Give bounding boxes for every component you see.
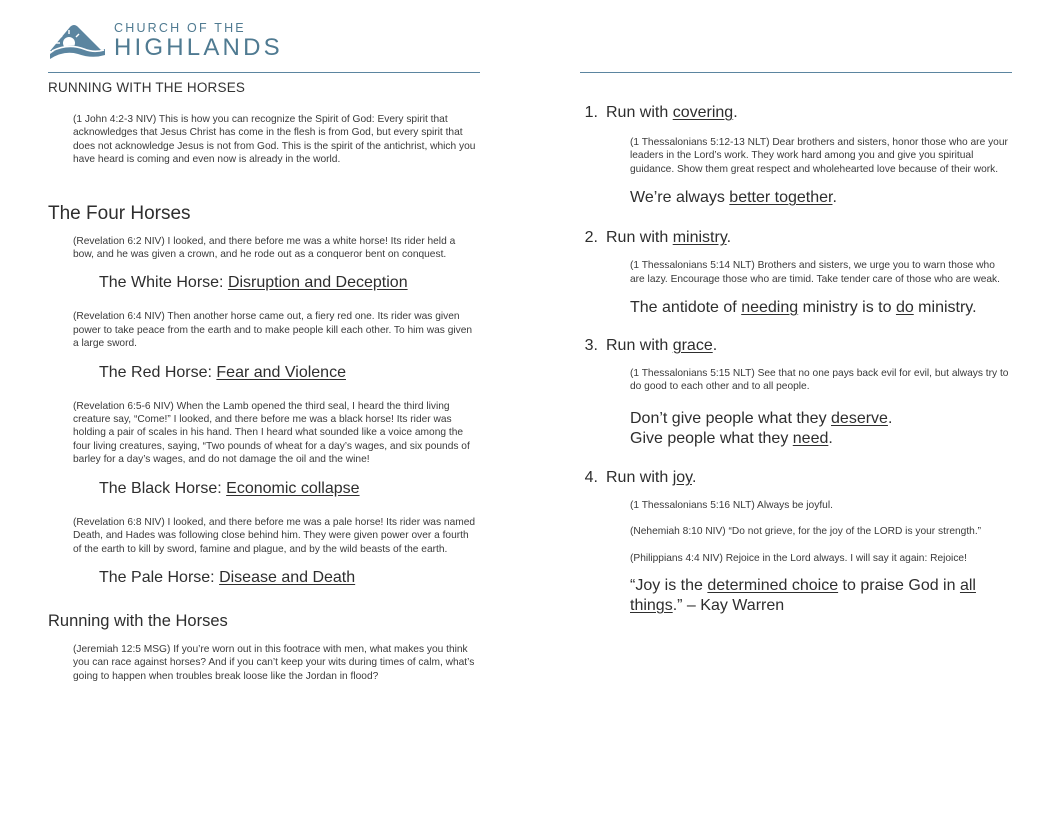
black-horse-label: The Black Horse: <box>99 479 227 497</box>
point-1 <box>580 104 1012 122</box>
point-2-verse: (1 Thessalonians 5:14 NLT) Brothers and sisters, we urge you to warn those who are lazy. Encourage those who are timid. Take tender care of those who are weak. <box>630 260 1000 285</box>
point-3-line2-answer: need <box>792 429 829 447</box>
point-2-lead: Run with <box>606 229 673 247</box>
point-3-number: 3. <box>584 337 598 355</box>
point-3-line1-end: . <box>887 409 893 427</box>
red-horse-line <box>99 364 480 382</box>
point-1-verse: (1 Thessalonians 5:12-13 NLT) Dear brothers and sisters, honor those who are your leaders in the Lord’s work. They work hard among you and give you spiritual guidance. Show them great respect and wholehearted love because of their work. <box>630 137 1008 175</box>
mountain-sun-logo-icon <box>48 21 106 61</box>
point-3 <box>580 337 1012 355</box>
logo-main-text: HIGHLANDS <box>114 34 283 62</box>
right-column <box>580 72 1012 616</box>
point-2 <box>580 229 1012 247</box>
black-horse-line <box>99 480 480 498</box>
point-3-line1-answer: deserve <box>831 409 888 427</box>
point-3-end: . <box>712 337 718 355</box>
point-2-answer: ministry <box>672 229 727 247</box>
joy-quote <box>630 576 1022 616</box>
point-3-note <box>630 409 1015 449</box>
point-2-note-text-c: ministry. <box>913 299 977 317</box>
white-horse-label: The White Horse: <box>99 274 228 292</box>
right-divider <box>580 72 1012 73</box>
joy-quote-text-a: “Joy is the <box>630 577 708 595</box>
red-horse-label: The Red Horse: <box>99 363 217 381</box>
point-1-answer: covering <box>672 104 734 121</box>
joy-quote-answer-2: all things <box>630 577 976 615</box>
point-1-lead: Run with <box>606 104 673 121</box>
point-3-answer: grace <box>672 337 713 355</box>
point-3-verse: (1 Thessalonians 5:15 NLT) See that no one pays back evil for evil, but always try to do good to each other and to all people. <box>630 368 1009 393</box>
joy-quote-text-c: .” – Kay Warren <box>672 597 785 615</box>
point-1-note-answer: better together <box>729 189 833 207</box>
point-2-note-text-a: The antidote of <box>630 299 742 317</box>
point-4-answer: joy <box>672 468 692 486</box>
doc-title: RUNNING WITH THE HORSES <box>48 80 246 95</box>
point-2-number: 2. <box>584 229 598 247</box>
point-3-line2-end: . <box>828 429 833 447</box>
running-heading: Running with the Horses <box>48 611 228 630</box>
point-4-verse-2: (Nehemiah 8:10 NIV) “Do not grieve, for the joy of the LORD is your strength.” <box>630 526 982 538</box>
point-2-note-text-b: ministry is to <box>798 299 896 317</box>
pale-horse-line <box>99 569 480 587</box>
white-horse-answer: Disruption and Deception <box>227 274 408 292</box>
red-horse-answer: Fear and Violence <box>216 363 346 381</box>
point-2-note-answer-1: needing <box>741 299 799 317</box>
left-column <box>48 18 480 683</box>
pale-horse-answer: Disease and Death <box>219 568 356 586</box>
white-horse-verse: (Revelation 6:2 NIV) I looked, and there before me was a white horse! Its rider held a bow, and he was given a crown, and he rode out as a conqueror bent on conquest. <box>73 235 456 261</box>
point-1-note-end: . <box>832 189 837 207</box>
red-horse-verse: (Revelation 6:4 NIV) Then another horse came out, a fiery red one. Its rider was given power to take peace from the earth and to make people kill each other. To him was given a large sword. <box>73 311 473 350</box>
intro-verse: (1 John 4:2-3 NIV) This is how you can recognize the Spirit of God: Every spirit that acknowledges that Jesus Christ has come in the flesh is from God, but every spirit that does not acknowledge Jesus is not from God. This is the spirit of the antichrist, which you have heard is coming and even now is already in the world. <box>73 114 476 166</box>
point-2-note-answer-2: do <box>895 299 914 317</box>
point-4 <box>580 469 1012 487</box>
point-1-note-text: We’re always <box>630 189 730 207</box>
white-horse-line <box>99 274 480 292</box>
left-divider <box>48 72 480 73</box>
point-1-note <box>630 188 1015 208</box>
four-horses-heading: The Four Horses <box>48 202 191 224</box>
point-4-verse-1: (1 Thessalonians 5:16 NLT) Always be joyful. <box>630 499 833 511</box>
church-logo <box>48 18 480 64</box>
point-3-lead: Run with <box>606 337 673 355</box>
point-1-end: . <box>733 104 738 121</box>
black-horse-verse: (Revelation 6:5-6 NIV) When the Lamb opened the third seal, I heard the third living creature say, “Come!” I looked, and there before me was a black horse! Its rider was holding a pair of scales in his hand. Then I heard what sounded like a voice among the four living creatures, saying, “Two pounds of wheat for a day’s wages, and six pounds of barley for a day’s wages, and do not damage the oil and the wine! <box>73 400 470 466</box>
pale-horse-verse: (Revelation 6:8 NIV) I looked, and there before me was a pale horse! Its rider was named Death, and Hades was following close behind him. They were given power over a fourth of the earth to kill by sword, famine and plague, and by the wild beasts of the earth. <box>73 516 476 555</box>
joy-quote-answer-1: determined choice <box>707 577 839 595</box>
point-2-end: . <box>726 229 732 247</box>
jeremiah-verse: (Jeremiah 12:5 MSG) If you’re worn out in this footrace with men, what makes you think you can race against horses? And if you can’t keep your wits during times of calm, what’s going to happen when troubles break loose like the Jordan in flood? <box>73 643 475 682</box>
point-4-number: 4. <box>584 468 598 486</box>
black-horse-answer: Economic collapse <box>226 479 360 497</box>
point-4-verse-3: (Philippians 4:4 NIV) Rejoice in the Lord always. I will say it again: Rejoice! <box>630 552 967 564</box>
joy-quote-text-b: to praise God in <box>838 577 960 595</box>
point-3-line1-text: Don’t give people what they <box>630 409 832 427</box>
pale-horse-label: The Pale Horse: <box>99 568 220 586</box>
point-1-number: 1. <box>584 104 598 121</box>
point-4-lead: Run with <box>606 468 673 486</box>
logo-top-text: CHURCH OF THE <box>114 20 246 35</box>
point-2-note <box>630 298 1015 318</box>
point-3-line2-text: Give people what they <box>630 429 793 447</box>
point-4-end: . <box>691 468 697 486</box>
